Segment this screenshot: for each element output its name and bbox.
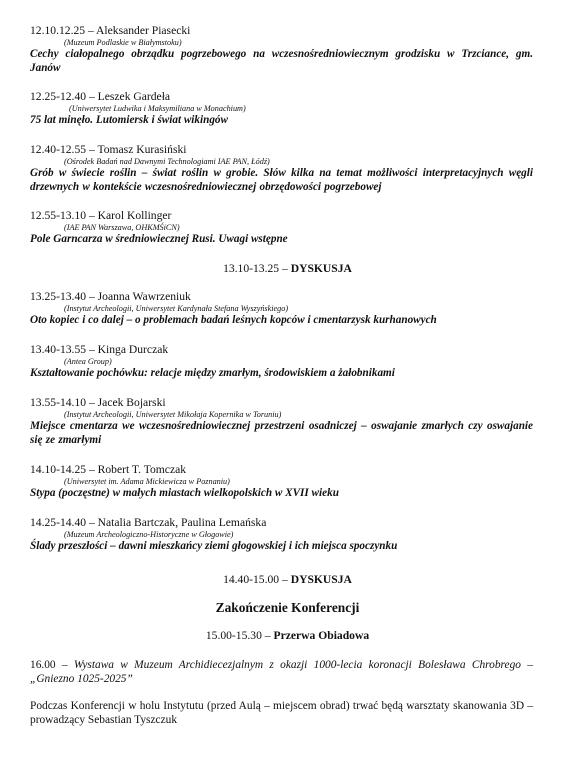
- talk-time: 12.55-13.10: [30, 209, 87, 222]
- discussion-time: 13.10-13.25: [223, 262, 280, 275]
- talk-title: Oto kopiec i co dalej – o problemach badań leśnych kopców i cmentarzysk kurhanowych: [30, 314, 437, 326]
- talk-entry: [30, 209, 533, 247]
- talk-institution: (Antea Group): [64, 357, 112, 366]
- talk-speaker: Leszek Gardeła: [97, 90, 171, 103]
- discussion-break: 14.40-15.00 – DYSKUSJA: [223, 573, 352, 586]
- talk-time: 13.40-13.55: [30, 343, 87, 356]
- talk-title: Kształtowanie pochówku: relacje między zmarłym, środowiskiem a żałobnikami: [30, 367, 395, 379]
- talk-title: Cechy ciałopalnego obrządku pogrzebowego na wczesnośredniowiecznym grodzisku w Trzciance, gm. Janów: [30, 48, 533, 74]
- talk-speaker: Karol Kollinger: [97, 209, 172, 222]
- talk-title: Grób w świecie roślin – świat roślin w grobie. Słów kilka na temat możliwości interpretacyjnych węgli drzewnych w kontekście wczesnośredniowiecznej obrzędowości pogrzebowej: [30, 167, 533, 193]
- discussion-label: DYSKUSJA: [290, 262, 352, 275]
- talk-entry: [30, 90, 533, 128]
- talk-institution: (Ośrodek Badań nad Dawnymi Technologiami IAE PAN, Łódź): [64, 157, 270, 166]
- talk-time: 12.25-12.40: [30, 90, 87, 103]
- talk-header: 13.40-13.55 – Kinga Durczak: [30, 343, 169, 356]
- talk-header: 12.10.12.25 – Aleksander Piasecki: [30, 24, 191, 37]
- talk-entry: [30, 516, 533, 554]
- talk-header: 14.10-14.25 – Robert T. Tomczak: [30, 463, 187, 476]
- talk-time: 12.40-12.55: [30, 143, 87, 156]
- exhibition-text: Wystawa w Muzeum Archidiecezjalnym z okazji 1000-lecia koronacji Bolesława Chrobrego – „Gniezno 1025-2025”: [30, 659, 533, 685]
- talk-time: 12.10.12.25: [30, 24, 86, 37]
- talk-title: Ślady przeszłości – dawni mieszkańcy ziemi głogowskiej i ich miejsca spoczynku: [30, 540, 398, 552]
- talk-header: 12.40-12.55 – Tomasz Kurasiński: [30, 143, 187, 156]
- talk-institution: (Instytut Archeologii, Uniwersytet Mikołaja Kopernika w Toruniu): [64, 410, 282, 419]
- talk-header: 14.25-14.40 – Natalia Bartczak, Paulina Lemańska: [30, 516, 267, 529]
- talk-institution: (Uniwersytet Ludwika i Maksymiliana w Monachium): [69, 104, 246, 113]
- talk-speaker: Kinga Durczak: [97, 343, 169, 356]
- talk-time: 13.55-14.10: [30, 396, 87, 409]
- talk-institution: (Muzeum Archeologiczno-Historyczne w Głogowie): [64, 530, 234, 539]
- talk-speaker: Robert T. Tomczak: [97, 463, 187, 476]
- talk-title: Miejsce cmentarza we wczesnośredniowiecznej przestrzeni osadniczej – oswajanie zmarłych czy oswajanie się ze zmarłymi: [30, 420, 533, 446]
- talk-institution: (Muzeum Podlaskie w Białymstoku): [64, 38, 182, 47]
- exhibition-entry: 16.00 – Wystawa w Muzeum Archidiecezjalnym z okazji 1000-lecia koronacji Bolesława Chrobrego – „Gniezno 1025-2025”: [30, 659, 533, 685]
- talk-institution: (Instytut Archeologii, Uniwersytet Kardynała Stefana Wyszyńskiego): [64, 304, 289, 313]
- talk-entry: [30, 143, 533, 194]
- talk-title: 75 lat minęło. Lutomiersk i świat wikingów: [30, 114, 228, 126]
- workshop-note: Podczas Konferencji w holu Instytutu (przed Aulą – miejscem obrad) trwać będą warsztaty skanowania 3D – prowadzący Sebastian Tyszczuk: [30, 700, 533, 726]
- discussion-label: DYSKUSJA: [290, 573, 352, 586]
- talk-header: 13.55-14.10 – Jacek Bojarski: [30, 396, 166, 409]
- talk-speaker: Aleksander Piasecki: [96, 24, 191, 37]
- talk-header: 12.55-13.10 – Karol Kollinger: [30, 209, 172, 222]
- talk-entry: [30, 343, 533, 381]
- talk-speaker: Joanna Wawrzeniuk: [97, 290, 191, 303]
- talk-header: 13.25-13.40 – Joanna Wawrzeniuk: [30, 290, 191, 303]
- exhibition-time: 16.00: [30, 659, 56, 671]
- talk-institution: (Uniwersytet im. Adama Mickiewicza w Poznaniu): [64, 477, 230, 486]
- closing-heading: Zakończenie Konferencji: [215, 600, 360, 615]
- talk-time: 14.10-14.25: [30, 463, 87, 476]
- talk-header: 12.25-12.40 – Leszek Gardeła: [30, 90, 171, 103]
- lunch-time: 15.00-15.30: [205, 629, 262, 642]
- talk-time: 14.25-14.40: [30, 516, 87, 529]
- lunch-label: Przerwa Obiadowa: [273, 629, 370, 642]
- talk-speaker: Jacek Bojarski: [97, 396, 166, 409]
- talk-entry: [30, 24, 533, 75]
- talk-entry: [30, 463, 533, 501]
- talk-entry: [30, 290, 533, 328]
- talk-time: 13.25-13.40: [30, 290, 87, 303]
- talk-speaker: Natalia Bartczak, Paulina Lemańska: [97, 516, 267, 529]
- discussion-break: 13.10-13.25 – DYSKUSJA: [223, 262, 352, 275]
- talk-title: Pole Garncarza w średniowiecznej Rusi. Uwagi wstępne: [30, 233, 288, 245]
- talk-entry: [30, 396, 533, 447]
- talk-institution: (IAE PAN Warszawa, OHKMŚiCN): [64, 223, 180, 232]
- discussion-time: 14.40-15.00: [223, 573, 280, 586]
- lunch-break: 15.00-15.30 – Przerwa Obiadowa: [205, 629, 370, 642]
- talk-title: Stypa (poczęstne) w małych miastach wielkopolskich w XVII wieku: [30, 487, 339, 499]
- talk-speaker: Tomasz Kurasiński: [97, 143, 187, 156]
